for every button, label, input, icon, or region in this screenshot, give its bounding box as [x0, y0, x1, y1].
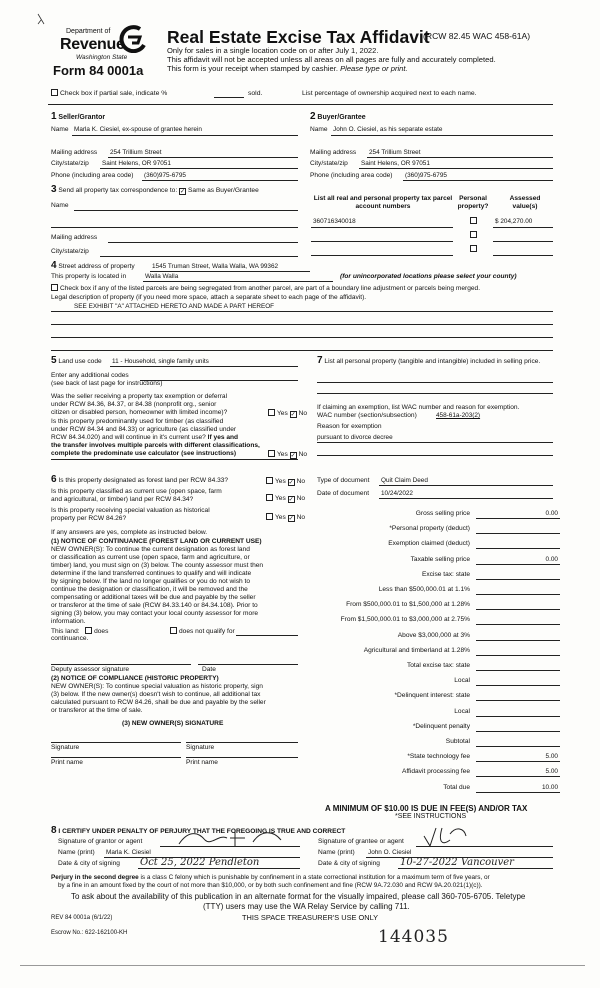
- calc-value[interactable]: 5.00: [545, 753, 558, 761]
- buyer-phone-value[interactable]: (360)975-6795: [405, 172, 447, 179]
- deputy-date-label: Date: [202, 666, 216, 673]
- grantee-name-label: Name (print): [318, 849, 355, 856]
- q-timber-line3: RCW 84.34.020) and will continue in it's current use? If yes and: [51, 434, 239, 441]
- calc-label: *Personal property (deduct): [389, 525, 470, 533]
- grantor-signature-icon: [175, 826, 290, 848]
- field-line: [150, 271, 310, 272]
- land-use-heading: 5 Land use code: [51, 355, 102, 366]
- field-line: [317, 442, 553, 443]
- field-line: [317, 382, 553, 383]
- q-timber-line5: complete the predominate use calculator (see instructions): [51, 450, 237, 457]
- field-line: [100, 168, 298, 169]
- paragraph-line: timber) land, you must sign on (3) below. The county assessor must then: [51, 562, 264, 569]
- paragraph-line: information.: [51, 618, 86, 625]
- historic-q-line1: Is this property receiving special valuation as historical: [51, 507, 210, 514]
- timber-yes-checkbox[interactable]: [268, 450, 275, 457]
- calc-label: From $1,500,000.01 to $3,000,000 at 2.75%: [340, 616, 470, 624]
- rcw-reference: (RCW 82.45 WAC 458-61A): [423, 31, 531, 41]
- field-line: [51, 324, 553, 325]
- current-use-yes-checkbox[interactable]: [266, 494, 273, 501]
- calc-line: [476, 731, 560, 732]
- land-use-value[interactable]: 11 - Household, single family units: [112, 358, 209, 365]
- calc-label: Total due: [443, 783, 470, 791]
- calc-label: Subtotal: [445, 738, 470, 745]
- reason-label: Reason for exemption: [317, 423, 382, 430]
- wac-label: WAC number (section/subsection): [317, 412, 417, 419]
- field-line: [186, 742, 298, 743]
- calc-line: [476, 685, 560, 686]
- q-exemption-line3: citizen or disabled person, homeowner with limited income)?: [51, 409, 228, 416]
- compliance-title: (2) NOTICE OF COMPLIANCE (HISTORIC PROPERTY): [51, 675, 219, 682]
- grantor-name-label: Name (print): [58, 849, 95, 856]
- field-line: [493, 241, 553, 242]
- does-not-checkbox[interactable]: [170, 627, 177, 634]
- paragraph-line: continue the designation or classification, it will be removed and the: [51, 586, 248, 593]
- assessed-value[interactable]: $ 204,270.00: [495, 218, 533, 225]
- calc-value[interactable]: 5.00: [545, 768, 558, 776]
- corr-city-label: City/state/zip: [51, 248, 89, 255]
- buyer-city-label: City/state/zip: [310, 160, 348, 167]
- field-line: [51, 311, 553, 312]
- q-timber-answer: Yes ✓ No: [268, 450, 307, 459]
- exemption-no-checkbox[interactable]: ✓: [290, 412, 296, 418]
- field-line: [108, 157, 298, 158]
- calc-line: [476, 564, 560, 565]
- revision-label: REV 84 0001a (6/1/22): [51, 915, 113, 921]
- seller-name-label: Name: [51, 126, 69, 133]
- field-line: [108, 242, 298, 243]
- field-line: [317, 393, 553, 394]
- does-checkbox[interactable]: [85, 627, 92, 634]
- field-line: [186, 757, 298, 758]
- forest-q1: 6 Is this property designated as forest land per RCW 84.33?: [51, 474, 229, 485]
- calc-label: *Delinquent penalty: [412, 722, 470, 730]
- paragraph-line: or classification as current use (open space, farm and agriculture, or: [51, 554, 250, 561]
- calc-value[interactable]: 0.00: [545, 510, 558, 517]
- dept-line1: Department of: [66, 28, 111, 35]
- does-not-row: does not qualify for: [170, 627, 235, 636]
- calc-label: *State technology fee: [407, 753, 470, 761]
- current-use-q-line2: and agricultural, or timber) land per RCW 84.34?: [51, 496, 194, 503]
- calc-label: Total excise tax: state: [406, 662, 470, 669]
- field-line: [51, 742, 181, 743]
- grantor-name-value[interactable]: Marla K. Ciesiel: [106, 849, 151, 856]
- calc-line: [476, 594, 560, 595]
- field-line: [138, 868, 300, 869]
- field-line: [398, 868, 553, 869]
- reason-value[interactable]: pursuant to divorce decree: [317, 434, 393, 441]
- certify-heading: 8 I CERTIFY UNDER PENALTY OF PERJURY THAT THE FOREGOING IS TRUE AND CORRECT: [51, 825, 346, 836]
- owner-print-label-1: Print name: [51, 759, 83, 766]
- q-exemption-line1: Was the seller receiving a property tax exemption or deferral: [51, 393, 228, 400]
- continuance-text: [51, 546, 263, 626]
- correspondence-heading: 3 Send all property tax correspondence to: ✓ Same as Buyer/Grantee: [51, 184, 259, 195]
- corr-mail-label: Mailing address: [51, 234, 98, 241]
- doc-date-label: Date of document: [317, 490, 370, 497]
- additional-codes-note: (see back of last page for instructions): [51, 380, 163, 387]
- wac-value[interactable]: 458-61a-203(2): [436, 412, 481, 419]
- paragraph-line: or transferor at the time of sale (RCW 84.33.140 or 84.34.108). Prior to: [51, 602, 258, 609]
- calc-line: [476, 655, 560, 656]
- same-as-buyer-checkbox[interactable]: ✓: [180, 189, 186, 195]
- calc-line: [476, 533, 560, 534]
- calc-line: [476, 700, 560, 701]
- ownership-note: List percentage of ownership acquired next to each name.: [302, 90, 477, 97]
- corner-mark-icon: [36, 12, 46, 26]
- minimum-due-note: A MINIMUM OF $10.00 IS DUE IN FEE(S) AND/OR TAX: [325, 804, 528, 813]
- personal-checkbox-2[interactable]: [470, 231, 477, 238]
- grantee-signature-label: Signature of grantee or agent: [318, 838, 404, 845]
- calc-label: Agricultural and timberland at 1.28%: [363, 646, 470, 654]
- exempt-label: If claiming an exemption, list WAC number and reason for exemption.: [317, 404, 520, 411]
- buyer-heading: 2 Buyer/Grantee: [310, 111, 366, 122]
- alt-format-line1: To ask about the availability of this publication in an alternate format for the visually impaired, please call 360-705-6705. Teletype: [71, 892, 526, 901]
- field-line: [198, 664, 298, 665]
- calc-label: Local: [454, 707, 470, 715]
- handwritten-stamp-number: 144035: [378, 927, 449, 947]
- seller-phone-value[interactable]: (360)975-6795: [144, 172, 186, 179]
- calc-value[interactable]: 0.00: [545, 555, 558, 563]
- continuance-word: continuance.: [51, 635, 89, 642]
- field-line: [140, 380, 298, 381]
- this-land-row: This land: does: [51, 628, 109, 635]
- field-line: [493, 255, 553, 256]
- segregate-row: Check box if any of the listed parcels are being segregated from another parcel, are part of a boundary line adjustment or parcels being merged.: [51, 284, 480, 293]
- field-line: [143, 281, 333, 282]
- dept-line2: Revenue: [60, 36, 125, 53]
- doc-date-value[interactable]: 10/24/2022: [381, 490, 413, 497]
- field-line: [311, 241, 453, 242]
- street-heading: 4 Street address of property: [51, 260, 135, 271]
- current-use-q-line1: Is this property classified as current use (open space, farm: [51, 488, 222, 495]
- seller-phone-label: Phone (including area code): [51, 172, 134, 179]
- field-line: [403, 180, 553, 181]
- perjury-line2: by a fine in an amount fixed by the court of not more than $10,000, or by both such confinement and fine (RCW 9A.72.030 and RCW 9A.20.021(1)(c)).: [58, 882, 483, 889]
- seller-city-value[interactable]: Saint Helens, OR 97051: [102, 160, 171, 167]
- grantor-signature-label: Signature of grantor or agent: [58, 838, 143, 845]
- field-line: [74, 210, 298, 211]
- buyer-mail-value[interactable]: 254 Trillium Street: [369, 149, 421, 156]
- partial-percent-line: [214, 97, 244, 98]
- field-line: [51, 337, 553, 338]
- page-edge-line: [20, 965, 585, 966]
- personal-checkbox-1[interactable]: [470, 217, 477, 224]
- field-line: [110, 366, 298, 367]
- alt-format-line2: (TTY) users may use the WA Relay Service by calling 711.: [203, 902, 410, 911]
- calc-line: [476, 579, 560, 580]
- owner-signature-label-1: Signature: [51, 744, 80, 751]
- calc-label: Above $3,000,000 at 3%: [397, 631, 470, 639]
- paragraph-line: NEW OWNER(S): To continue special valuation as historic property, sign: [51, 683, 263, 690]
- calc-value[interactable]: 10.00: [542, 783, 558, 791]
- calc-label: Local: [454, 677, 470, 685]
- owner-signature-label-2: Signature: [186, 744, 215, 751]
- corr-name-label: Name: [51, 202, 69, 209]
- exemption-yes-checkbox[interactable]: [268, 409, 275, 416]
- paragraph-line: or transferor at the time of sale.: [51, 707, 143, 714]
- field-line: [51, 664, 191, 665]
- personal-property-heading: 7 List all personal property (tangible and intangible) included in selling price.: [317, 355, 541, 366]
- header-note-3: This form is your receipt when stamped by cashier. Please type or print.: [167, 64, 408, 73]
- field-line: [331, 135, 553, 136]
- partial-sold: sold.: [248, 90, 263, 97]
- field-line: [100, 256, 298, 257]
- field-line: [72, 135, 298, 136]
- historic-no-checkbox[interactable]: ✓: [288, 516, 294, 522]
- calc-label: Less than $500,000.01 at 1.1%: [378, 586, 470, 593]
- paragraph-line: (3) below. If the new owner(s) doesn't wish to continue, all additional tax: [51, 691, 261, 698]
- buyer-name-label: Name: [310, 126, 328, 133]
- paragraph-line: calculated pursuant to RCW 84.26, shall be due and payable by the seller: [51, 699, 266, 706]
- calc-line: [476, 776, 560, 777]
- field-line: [142, 180, 298, 181]
- field-line: [493, 227, 553, 228]
- calc-line: [476, 640, 560, 641]
- buyer-name-value[interactable]: John O. Ciesiel, as his separate estate: [333, 126, 443, 133]
- paragraph-line: NEW OWNER(S): To continue the current designation as forest land: [51, 546, 250, 553]
- q-timber-line1: Is this property predominantly used for timber (as classified: [51, 418, 224, 425]
- forest-q1-answer: Yes ✓ No: [266, 477, 305, 486]
- grantee-signature-icon: [420, 822, 470, 848]
- paragraph-line: compensating or additional taxes will be due and payable by the seller: [51, 594, 256, 601]
- owner-print-label-2: Print name: [186, 759, 218, 766]
- historic-yes-checkbox[interactable]: [266, 513, 273, 520]
- grantor-date-value[interactable]: Oct 25, 2022 Pendleton: [140, 857, 260, 868]
- field-line: [236, 635, 298, 636]
- calc-line: [476, 624, 560, 625]
- continuance-title: (1) NOTICE OF CONTINUANCE (FOREST LAND OR CURRENT USE): [51, 538, 262, 545]
- calc-line: [476, 670, 560, 671]
- paragraph-line: signing (3) below, you may contact your local county assessor for more: [51, 610, 259, 617]
- legal-exhibit[interactable]: SEE EXHIBIT "A" ATTACHED HERETO AND MADE A PART HEREOF: [74, 303, 275, 310]
- calc-line: [476, 716, 560, 717]
- grantee-date-value[interactable]: 10-27-2022 Vancouver: [400, 857, 514, 868]
- street-address-value[interactable]: 1545 Truman Street, Walla Walla, WA 99362: [152, 263, 279, 270]
- calc-line: [476, 548, 560, 549]
- field-line: [311, 255, 453, 256]
- if-yes-note: If any answers are yes, complete as instructed below.: [51, 529, 208, 536]
- calc-label: Gross selling price: [415, 510, 470, 517]
- field-line: [311, 227, 453, 228]
- compliance-text: [51, 683, 266, 715]
- calc-line: [476, 609, 560, 610]
- grantor-date-label: Date & city of signing: [58, 860, 120, 867]
- paragraph-line: by signing below. If the land no longer qualifies or you do not wish to: [51, 578, 251, 585]
- timber-no-checkbox[interactable]: ✓: [290, 453, 296, 459]
- assessed-col-header: Assessed value(s): [509, 195, 541, 210]
- doc-type-label: Type of document: [317, 477, 370, 484]
- located-note: (for unincorporated locations please select your county): [340, 273, 517, 280]
- field-line: [317, 455, 553, 456]
- field-line: [367, 157, 553, 158]
- calc-label: Exemption claimed (deduct): [388, 540, 470, 548]
- buyer-city-value[interactable]: Saint Helens, OR 97051: [361, 160, 430, 167]
- forest-yes-checkbox[interactable]: [266, 477, 273, 484]
- seller-name-value[interactable]: Marla K. Ciesiel, ex-spouse of grantee herein: [74, 126, 202, 133]
- q-exemption-answer: Yes ✓ No: [268, 409, 307, 418]
- seller-city-label: City/state/zip: [51, 160, 89, 167]
- calc-line: [476, 746, 560, 747]
- current-use-answer: Yes ✓ No: [266, 494, 305, 503]
- form-title: Real Estate Excise Tax Affidavit: [167, 27, 430, 47]
- located-label: This property is located in: [51, 273, 127, 280]
- calc-label: Affidavit processing fee: [401, 768, 470, 776]
- new-owner-signature-title: (3) NEW OWNER(S) SIGNATURE: [122, 720, 224, 727]
- field-line: [51, 459, 298, 460]
- doc-type-value[interactable]: Quit Claim Deed: [381, 477, 428, 484]
- calc-label: Taxable selling price: [410, 555, 470, 563]
- located-value[interactable]: Walla Walla: [145, 273, 179, 280]
- parcel-number[interactable]: 360716340018: [313, 218, 356, 225]
- historic-answer: Yes ✓ No: [266, 513, 305, 522]
- calc-line: [476, 761, 560, 762]
- q-timber-line2: under RCW 84.34 and 84.33) or agriculture (as classified under: [51, 426, 237, 433]
- seller-heading: 1 Seller/Grantor: [51, 111, 106, 122]
- buyer-phone-label: Phone (including area code): [310, 172, 393, 179]
- field-line: [51, 350, 553, 351]
- seller-mail-value[interactable]: 254 Trillium Street: [110, 149, 162, 156]
- buyer-mail-label: Mailing address: [310, 149, 357, 156]
- revenue-logo-icon: [118, 25, 148, 53]
- header-note-2: This affidavit will not be accepted unless all areas on all pages are fully and accurately completed.: [167, 55, 496, 64]
- forest-no-checkbox[interactable]: ✓: [288, 480, 294, 486]
- q-exemption-line2: under RCW 84.36, 84.37, or 84.38 (nonprofit org., senior: [51, 401, 217, 408]
- header-note-1: Only for sales in a single location code on or after July 1, 2022.: [167, 46, 379, 55]
- dept-line3: Washington State: [76, 54, 128, 61]
- historic-q-line2: property per RCW 84.26?: [51, 515, 127, 522]
- calc-line: [476, 518, 560, 519]
- legal-label: Legal description of property (if you need more space, attach a separate sheet to each page of the affidavit).: [51, 294, 367, 301]
- field-line: [51, 227, 298, 228]
- partial-sale-row: Check box if partial sale, indicate %: [51, 89, 167, 98]
- field-line: [379, 498, 553, 499]
- q-timber-line4: the transfer involves multiple parcels with different classifications,: [51, 442, 260, 449]
- escrow-number: Escrow No.: 622-162100-KH: [51, 930, 128, 936]
- parcel-col-header: List all real and personal property tax parcel account numbers: [313, 195, 453, 210]
- additional-codes-label: Enter any additional codes: [51, 372, 129, 379]
- personal-col-header: Personal property?: [457, 195, 489, 210]
- field-line: [379, 485, 553, 486]
- current-use-no-checkbox[interactable]: ✓: [288, 497, 294, 503]
- field-line: [359, 168, 553, 169]
- grantee-name-value[interactable]: John O. Ciesiel: [368, 849, 412, 856]
- field-line: [51, 757, 181, 758]
- calc-label: Excise tax: state: [421, 570, 470, 578]
- divider: [48, 104, 553, 105]
- partial-sale-checkbox[interactable]: [51, 89, 58, 96]
- segregate-checkbox[interactable]: [51, 284, 58, 291]
- calc-label: *Delinquent interest: state: [394, 692, 470, 700]
- paragraph-line: determine if the land transferred continues to qualify and will indicate: [51, 570, 252, 577]
- form-number: Form 84 0001a: [53, 63, 144, 78]
- calc-label: From $500,000.01 to $1,500,000 at 1.28%: [346, 601, 470, 609]
- see-instructions: *SEE INSTRUCTIONS: [395, 813, 467, 820]
- personal-checkbox-3[interactable]: [470, 245, 477, 252]
- seller-mail-label: Mailing address: [51, 149, 98, 156]
- treasurer-note: THIS SPACE TREASURER'S USE ONLY: [242, 913, 379, 922]
- calc-line: [476, 792, 560, 793]
- perjury-line1: Perjury in the second degree is a class C felony which is punishable by confinement in a state correctional institution for a maximum term of five years, or: [51, 874, 490, 881]
- grantee-date-label: Date & city of signing: [318, 860, 380, 867]
- deputy-signature-label: Deputy assessor signature: [51, 666, 130, 673]
